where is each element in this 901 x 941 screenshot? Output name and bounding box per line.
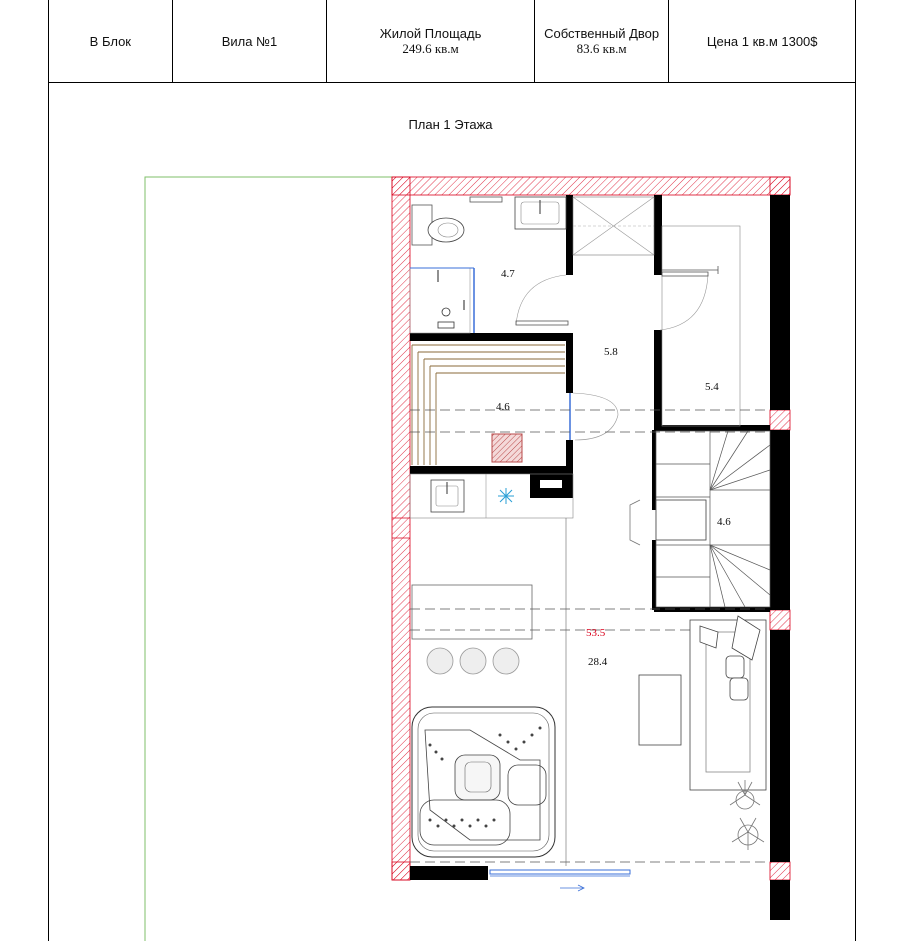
staircase (656, 431, 770, 607)
top-wall (392, 177, 790, 195)
wall-stairs-bottom (654, 607, 770, 612)
wall-stairs-left-top (652, 430, 656, 510)
room-label-storage: 5.4 (705, 381, 719, 393)
wall-bath-right (566, 195, 573, 275)
toilet-tank (412, 205, 432, 245)
pillar-right-3 (770, 862, 790, 880)
stool-2 (460, 648, 486, 674)
cooktop-icon (498, 488, 514, 504)
room-label-hall: 5.8 (604, 346, 618, 358)
room-label-bathroom: 4.7 (501, 268, 515, 280)
jacuzzi-icon (412, 707, 555, 857)
stool-1 (427, 648, 453, 674)
bottom-black-wall (410, 866, 488, 880)
wall-storage-left-bottom (654, 330, 662, 430)
pillar-right-1 (770, 410, 790, 430)
shower-area (410, 268, 470, 333)
right-black-wall-4 (770, 880, 790, 920)
shower-head-icon (442, 308, 450, 316)
toilet-icon (428, 218, 464, 242)
price-label: Цена 1 кв.м 1300$ (706, 33, 818, 49)
plan-title: План 1 Этажа (408, 117, 493, 132)
kitchen-block-inner (540, 480, 562, 488)
sauna-heater (492, 434, 522, 462)
wall-sauna-bottom (410, 466, 573, 474)
room-label-living: 28.4 (588, 656, 608, 668)
room-label-total: 53.5 (586, 627, 606, 639)
wall-storage-left-top (654, 195, 662, 275)
right-black-wall-3 (770, 630, 790, 862)
right-black-wall-2 (770, 430, 790, 610)
stool-3 (493, 648, 519, 674)
bottom-left-corner (392, 862, 410, 880)
left-wall (392, 177, 410, 880)
wall-sauna-right-low (566, 440, 573, 474)
sliding-door (490, 870, 630, 874)
sofa-icon (690, 616, 766, 790)
yard-label: Собственный Двор (544, 26, 660, 41)
block-label: B Блок (89, 33, 131, 49)
villa-label: Вила №1 (221, 33, 278, 49)
corner-top-right (770, 177, 790, 195)
living-area-value: 249.6 кв.м (402, 41, 459, 56)
right-black-wall-1 (770, 195, 790, 410)
dining-table (412, 585, 532, 639)
door-bathroom (516, 275, 566, 325)
towel-rail (470, 197, 502, 202)
storage-shelf (662, 226, 740, 426)
pillar-right-2 (770, 610, 790, 630)
living-area-label: Жилой Площадь (379, 26, 482, 41)
wall-sauna-right (566, 333, 573, 393)
yard-value: 83.6 кв.м (576, 41, 627, 56)
room-label-stairs: 4.6 (717, 516, 731, 528)
plant-icon (730, 780, 764, 850)
room-label-sauna: 4.6 (496, 401, 510, 413)
door-sauna (573, 393, 618, 440)
door-stairs (630, 500, 640, 545)
yard-boundary (145, 177, 392, 941)
door-storage (660, 275, 708, 330)
wall-stairs-left-bottom (652, 540, 656, 610)
coffee-table (639, 675, 681, 745)
wall-sauna-top (410, 333, 573, 341)
sauna-benches (412, 345, 565, 465)
